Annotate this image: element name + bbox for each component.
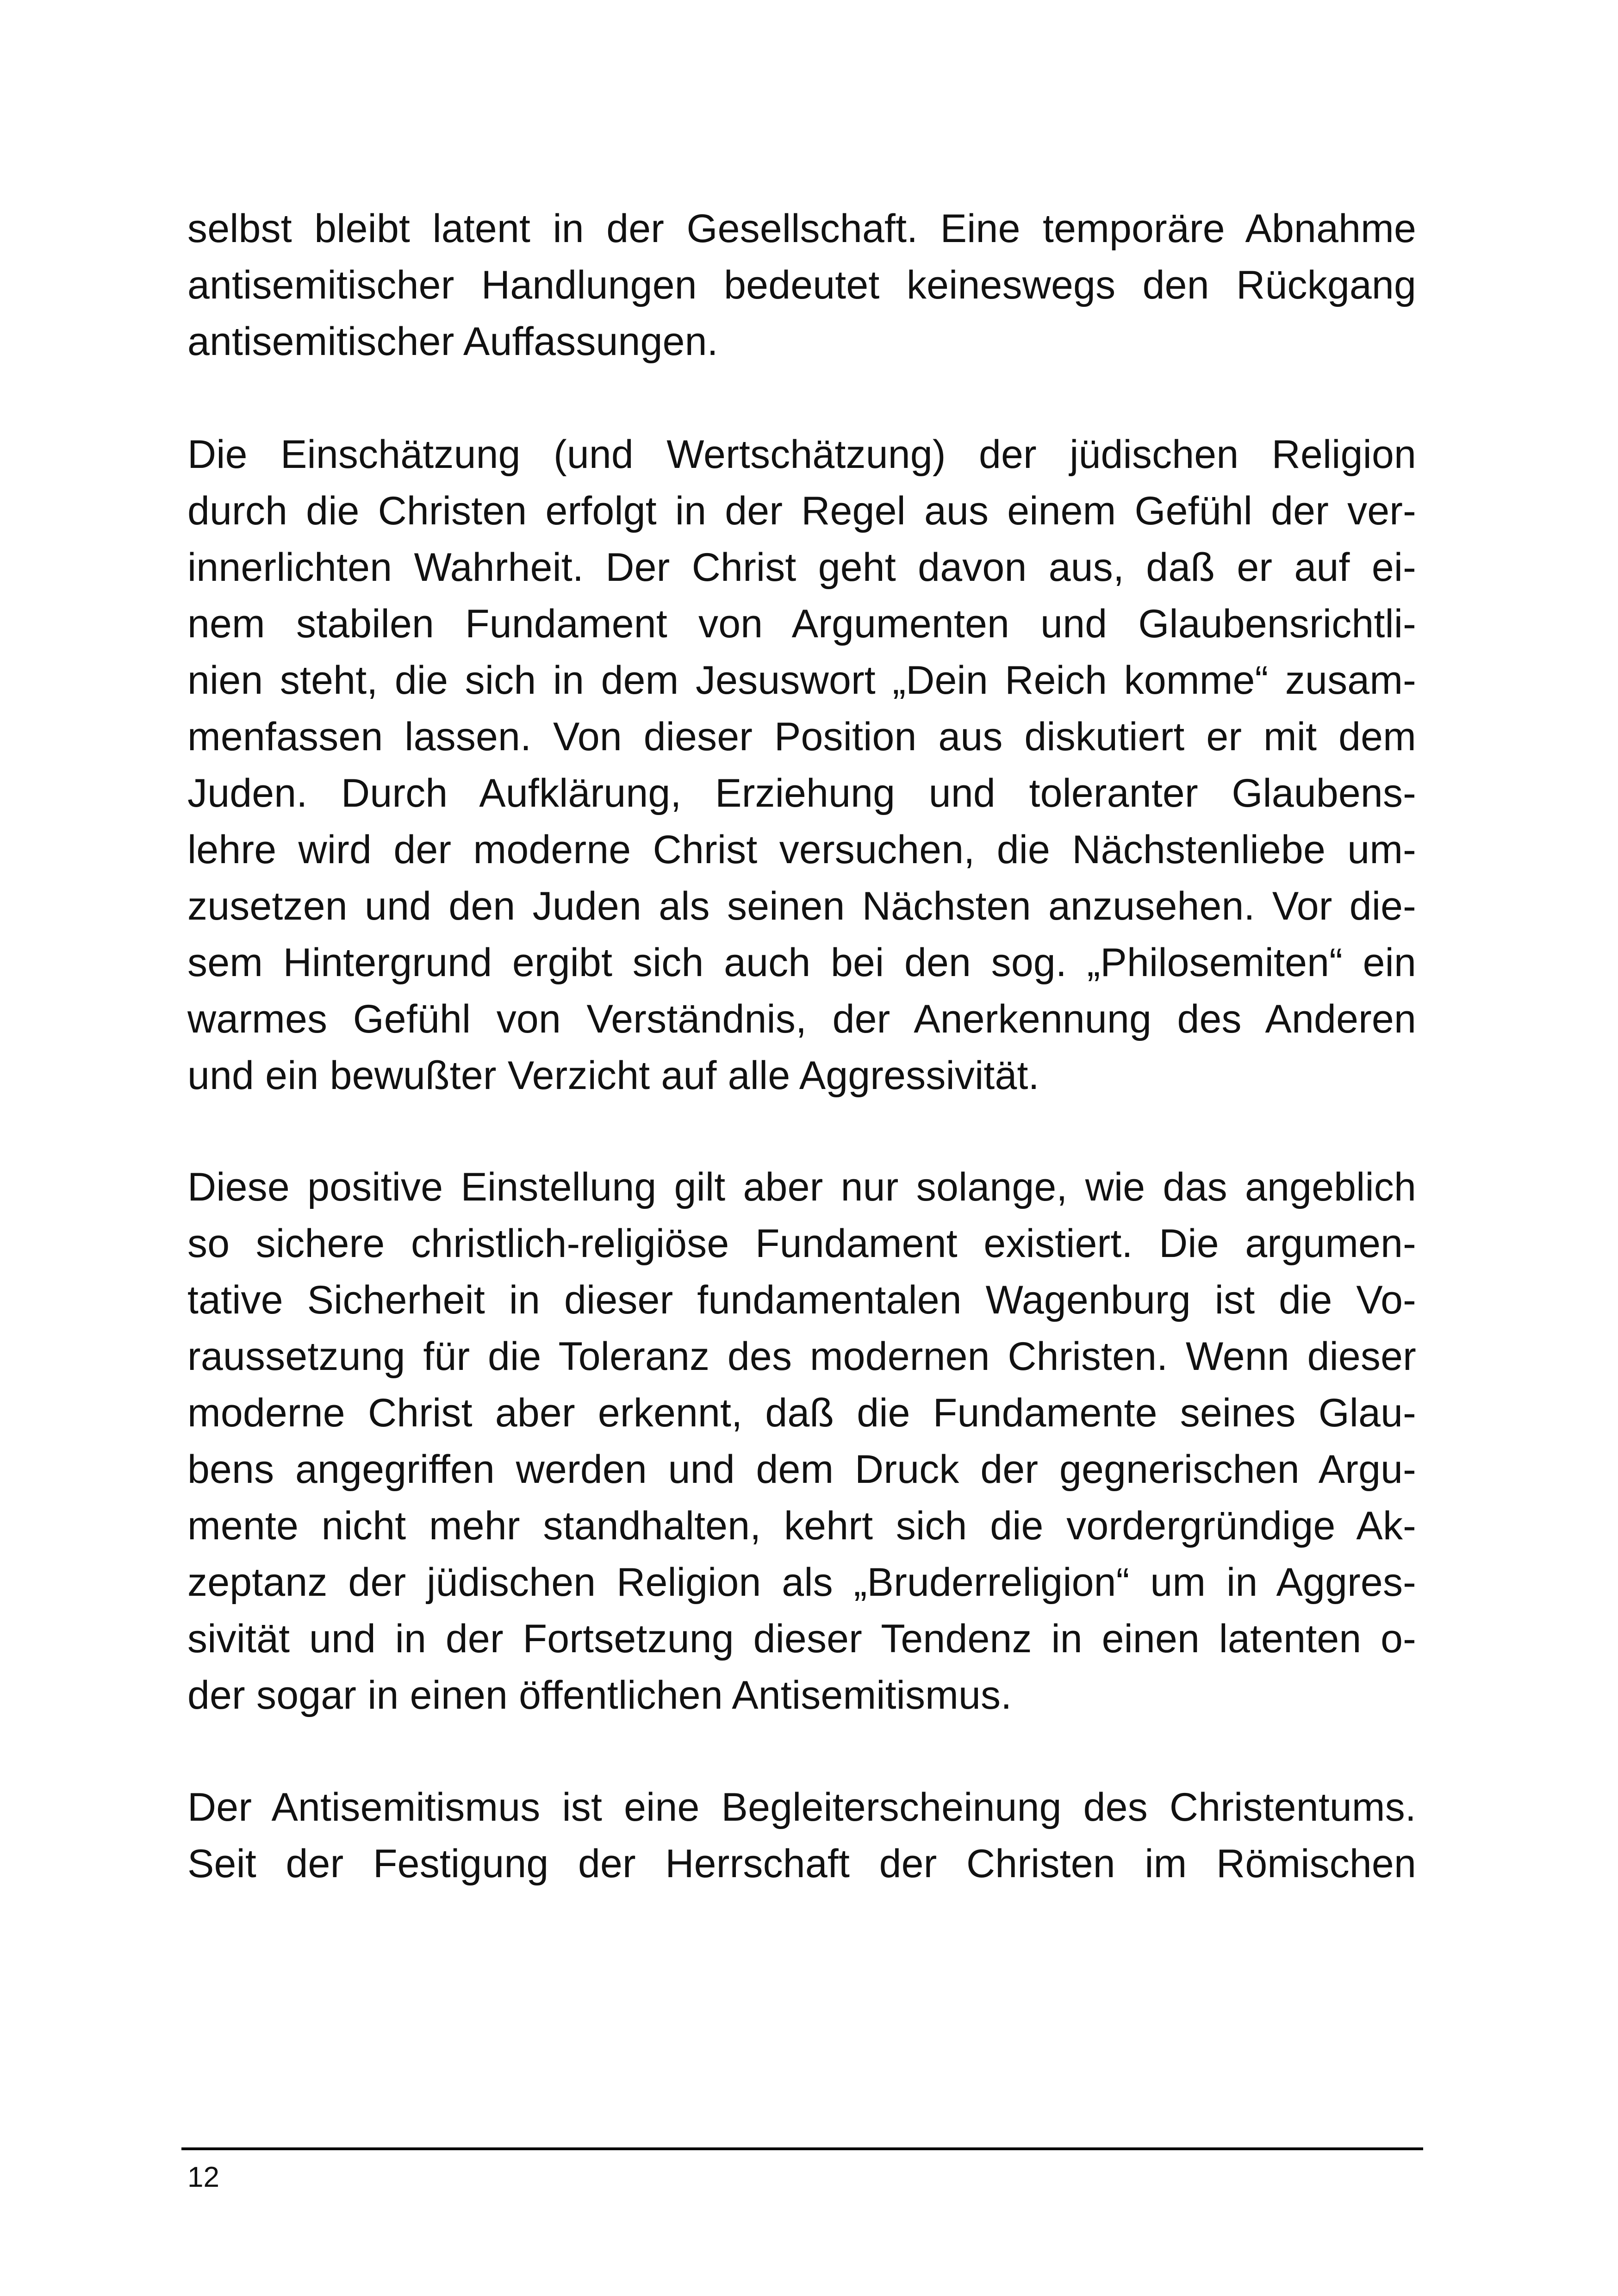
text-line: Die Einschätzung (und Wertschätzung) der jüdischen Religion [187, 432, 1416, 477]
text-line: bens angegriffen werden und dem Druck der gegnerischen Argu- [187, 1447, 1416, 1492]
text-line: nem stabilen Fundament von Argumenten und Glaubensrichtli- [187, 602, 1416, 646]
paragraph-2 [187, 426, 1416, 1104]
text-line: antisemitischer Handlungen bedeutet keineswegs den Rückgang [187, 263, 1416, 307]
footer-rule [181, 2147, 1423, 2150]
page-number: 12 [187, 2161, 219, 2193]
text-line: durch die Christen erfolgt in der Regel aus einem Gefühl der ver- [187, 489, 1416, 533]
text-line: sivität und in der Fortsetzung dieser Tendenz in einen latenten o- [187, 1617, 1416, 1661]
text-line: Diese positive Einstellung gilt aber nur solange, wie das angeblich [187, 1165, 1416, 1209]
text-line: innerlichten Wahrheit. Der Christ geht davon aus, daß er auf ei- [187, 545, 1416, 590]
text-line: sem Hintergrund ergibt sich auch bei den sog. „Philosemiten“ ein [187, 940, 1416, 985]
text-line: menfassen lassen. Von dieser Position aus diskutiert er mit dem [187, 715, 1416, 759]
text-line: Der Antisemitismus ist eine Begleiterscheinung des Christentums. [187, 1785, 1416, 1829]
text-line: mente nicht mehr standhalten, kehrt sich die vordergründige Ak- [187, 1504, 1416, 1548]
text-line: lehre wird der moderne Christ versuchen, die Nächstenliebe um- [187, 828, 1416, 872]
paragraph-4 [187, 1779, 1416, 1892]
text-line: tative Sicherheit in dieser fundamentalen Wagenburg ist die Vo- [187, 1278, 1416, 1322]
paragraph-1 [187, 200, 1416, 370]
text-line: zeptanz der jüdischen Religion als „Bruderreligion“ um in Aggres- [187, 1560, 1416, 1605]
text-line: so sichere christlich-religiöse Fundament existiert. Die argumen- [187, 1221, 1416, 1266]
text-line: antisemitischer Auffassungen. [187, 319, 718, 364]
text-line: warmes Gefühl von Verständnis, der Anerkennung des Anderen [187, 997, 1416, 1041]
text-line: Seit der Festigung der Herrschaft der Christen im Römischen [187, 1842, 1416, 1886]
text-line: zusetzen und den Juden als seinen Nächsten anzusehen. Vor die- [187, 884, 1416, 928]
text-line: der sogar in einen öffentlichen Antisemitismus. [187, 1673, 1012, 1717]
paragraph-3 [187, 1159, 1416, 1724]
text-line: raussetzung für die Toleranz des modernen Christen. Wenn dieser [187, 1334, 1416, 1379]
text-line: Juden. Durch Aufklärung, Erziehung und toleranter Glaubens- [187, 771, 1416, 815]
text-line: nien steht, die sich in dem Jesuswort „Dein Reich komme“ zusam- [187, 658, 1416, 703]
text-line: moderne Christ aber erkennt, daß die Fundamente seines Glau- [187, 1391, 1416, 1435]
text-line: und ein bewußter Verzicht auf alle Aggressivität. [187, 1053, 1039, 1098]
text-line: selbst bleibt latent in der Gesellschaft. Eine temporäre Abnahme [187, 206, 1416, 251]
